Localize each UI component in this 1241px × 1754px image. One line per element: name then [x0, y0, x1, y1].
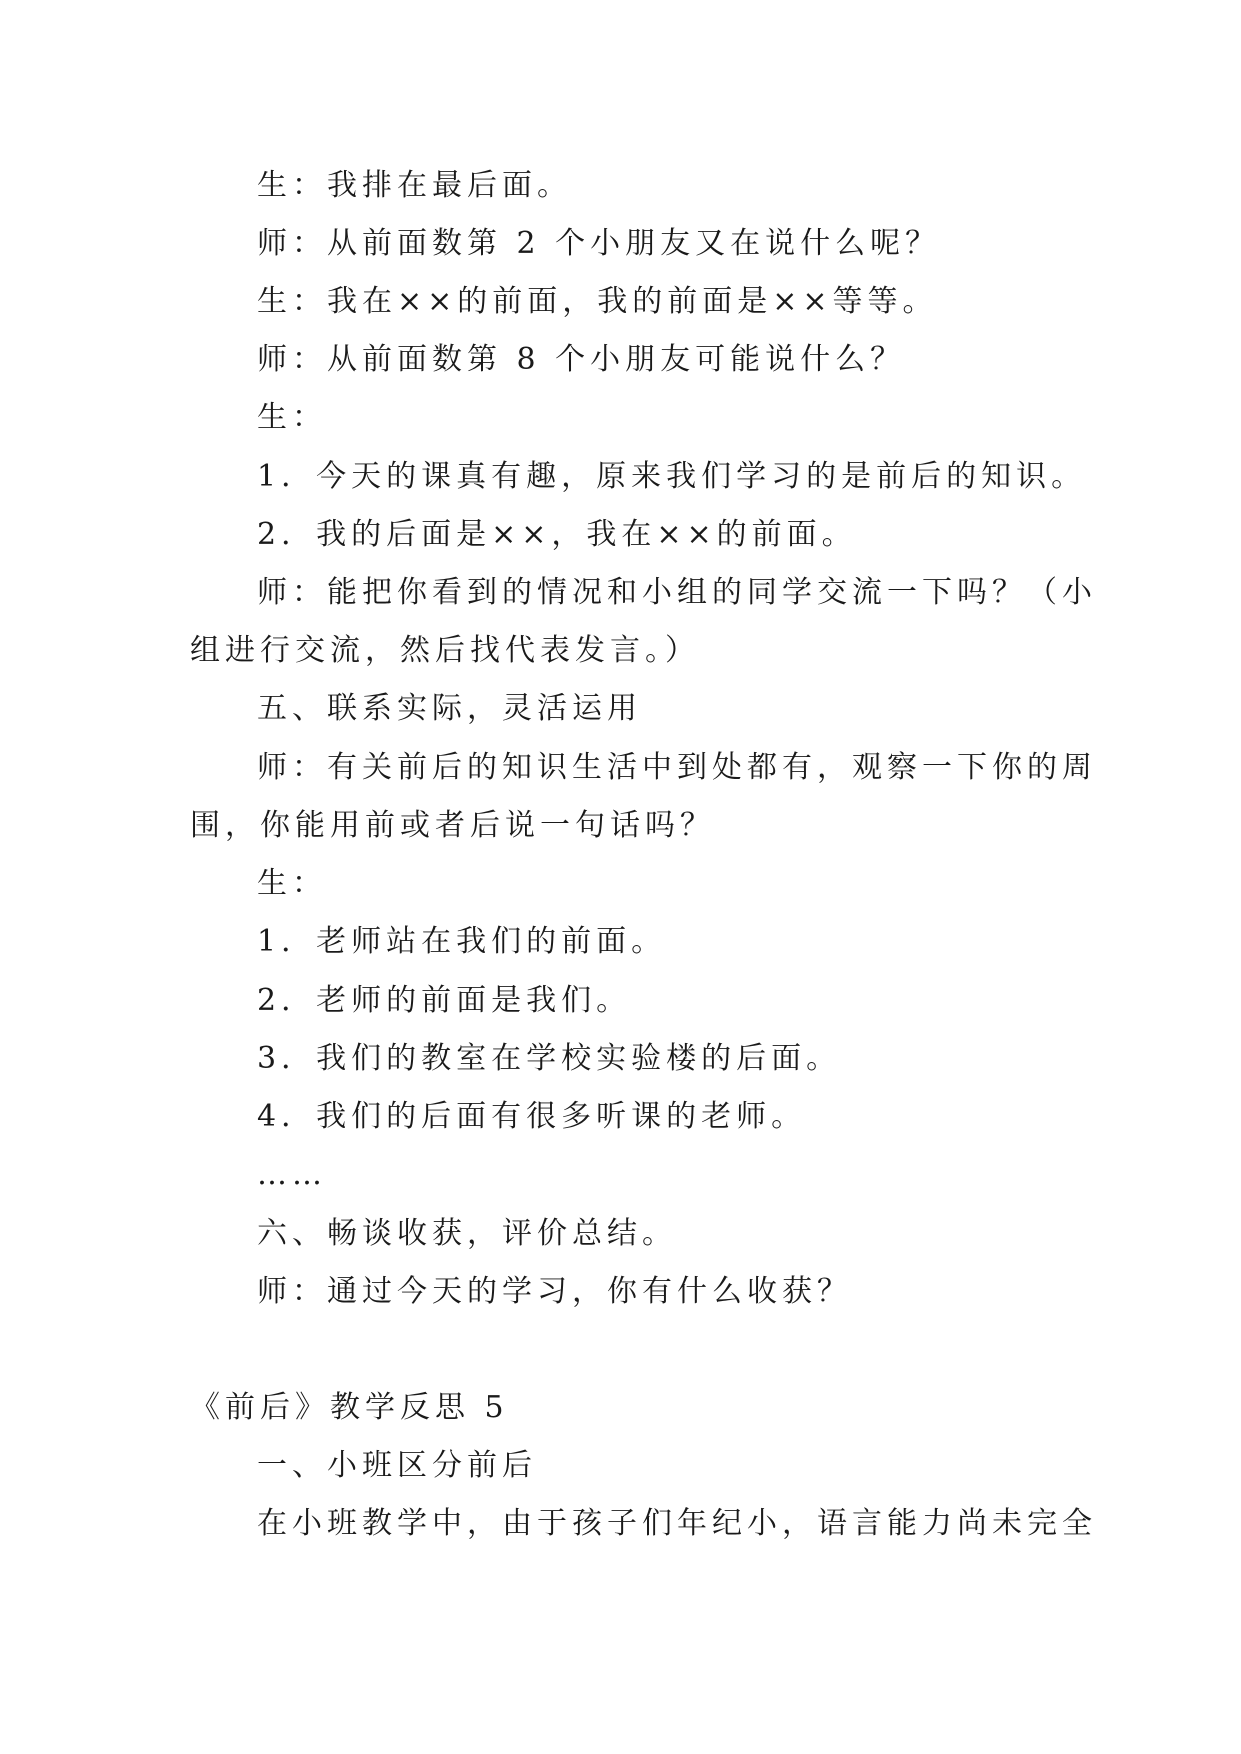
- dialogue-line: 师：通过今天的学习，你有什么收获？: [257, 1274, 852, 1309]
- list-item: 2．老师的前面是我们。: [257, 983, 632, 1018]
- dialogue-line-continuation: 组进行交流，然后找代表发言。）: [190, 633, 700, 668]
- list-item: 1．今天的课真有趣，原来我们学习的是前后的知识。: [257, 459, 1087, 494]
- section-heading: 一、小班区分前后: [257, 1448, 537, 1483]
- ellipsis: ……: [257, 1157, 327, 1192]
- dialogue-line: 师：从前面数第 2 个小朋友又在说什么呢？: [257, 226, 941, 261]
- section-heading: 五、联系实际，灵活运用: [257, 691, 642, 726]
- list-item: 1．老师站在我们的前面。: [257, 924, 667, 959]
- body-paragraph: 在小班教学中，由于孩子们年纪小，语言能力尚未完全: [257, 1506, 1097, 1541]
- dialogue-line: 生：我排在最后面。: [257, 168, 572, 203]
- dialogue-line: 生：: [257, 866, 327, 901]
- section-heading: 六、畅谈收获，评价总结。: [257, 1216, 677, 1251]
- dialogue-line: 生：我在××的前面，我的前面是××等等。: [257, 284, 938, 319]
- list-item: 4．我们的后面有很多听课的老师。: [257, 1099, 807, 1134]
- dialogue-line: 生：: [257, 400, 327, 435]
- dialogue-line-continuation: 围，你能用前或者后说一句话吗？: [190, 808, 715, 843]
- list-item: 3．我们的教室在学校实验楼的后面。: [257, 1041, 842, 1076]
- dialogue-line: 师：能把你看到的情况和小组的同学交流一下吗？（小: [257, 575, 1097, 610]
- article-title: 《前后》教学反思 5: [190, 1390, 509, 1425]
- list-item: 2．我的后面是××，我在××的前面。: [257, 517, 857, 552]
- dialogue-line: 师：有关前后的知识生活中到处都有，观察一下你的周: [257, 750, 1097, 785]
- dialogue-line: 师：从前面数第 8 个小朋友可能说什么？: [257, 342, 906, 377]
